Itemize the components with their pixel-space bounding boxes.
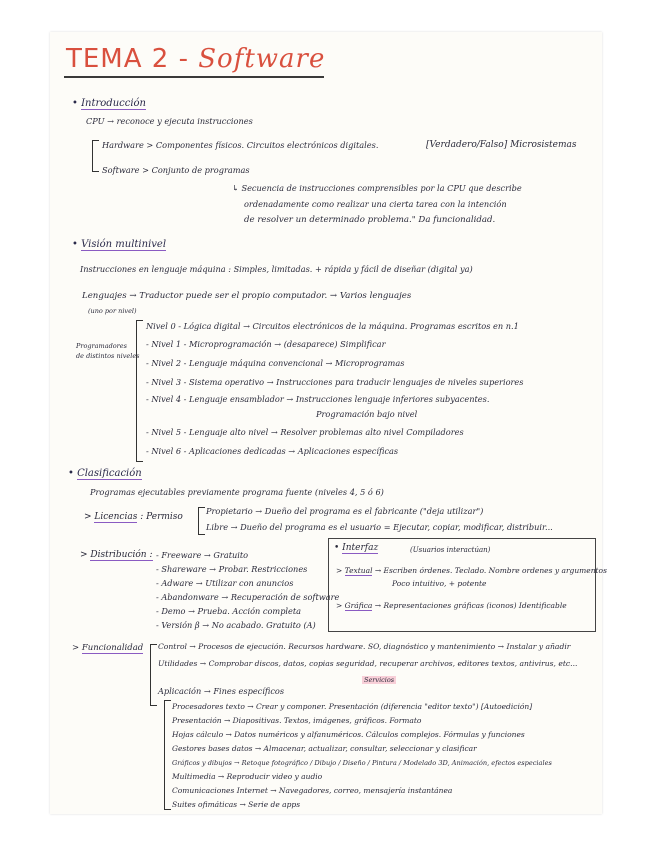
- aplic-comunicaciones: Comunicaciones Internet → Navegadores, correo, mensajería instantánea: [172, 786, 453, 795]
- aplic-multimedia: Multimedia → Reproducir video y audio: [172, 772, 323, 781]
- intro-definicion-3: de resolver un determinado problema." Da funcionalidad.: [244, 215, 496, 225]
- nivel-1: - Nivel 1 - Microprogramación → (desaparece) Simplificar: [146, 339, 386, 349]
- aplic-hojas-calculo: Hojas cálculo → Datos numéricos y alfanuméricos. Cálculos complejos. Fórmulas y funciones: [172, 730, 525, 739]
- aplic-gestores-bd: Gestores bases datos → Almacenar, actualizar, consultar, seleccionar y clasificar: [172, 744, 477, 753]
- dist-shareware: - Shareware → Probar. Restricciones: [156, 564, 308, 574]
- vision-lenguajes: Lenguajes → Traductor puede ser el propio computador. → Varios lenguajes: [82, 291, 412, 301]
- nivel-4-bajo: Programación bajo nivel: [316, 409, 418, 419]
- interfaz-note: (Usuarios interactúan): [410, 546, 491, 554]
- licencia-propietario: Propietario → Dueño del programa es el fabricante ("deja utilizar"): [206, 506, 484, 516]
- intro-verdad: [Verdadero/Falso] Microsistemas: [426, 140, 577, 150]
- dist-adware: - Adware → Utilizar con anuncios: [156, 578, 294, 588]
- nivel-2: - Nivel 2 - Lenguaje máquina convencional → Microprogramas: [146, 358, 405, 368]
- interfaz-textual-2: Poco intuitivo, + potente: [392, 579, 487, 588]
- clasif-programas: Programas ejecutables previamente programa fuente (niveles 4, 5 ó 6): [90, 487, 384, 497]
- dist-freeware: - Freeware → Gratuito: [156, 550, 249, 560]
- nivel-5: - Nivel 5 - Lenguaje alto nivel → Resolver problemas alto nivel Compiladores: [146, 427, 464, 437]
- aplic-suites: Suites ofimáticas → Serie de apps: [172, 800, 301, 809]
- vision-side-1: Programadores: [76, 342, 127, 350]
- title-underline: [64, 76, 324, 78]
- aplicacion-brace: [164, 700, 171, 810]
- intro-definicion-2: ordenadamente como realizar una cierta tarea con la intención: [244, 199, 507, 209]
- func-utilidades: Utilidades → Comprobar discos, datos, copias seguridad, recuperar archivos, editores textos, antivirus, etc...: [158, 659, 578, 668]
- vision-instrucciones: Instrucciones en lenguaje máquina : Simples, limitadas. + rápida y fácil de diseñar (digital ya): [80, 264, 473, 274]
- dist-version-beta: - Versión β → No acabado. Gratuito (A): [156, 620, 316, 630]
- intro-brace: [92, 140, 99, 172]
- interfaz-textual: > Textual → Escriben órdenes. Teclado. Nombre ordenes y argumentos: [336, 566, 607, 575]
- nivel-3: - Nivel 3 - Sistema operativo → Instrucciones para traducir lenguajes de niveles superiores: [146, 377, 524, 387]
- intro-definicion-1: ↳ Secuencia de instrucciones comprensibles por la CPU que describe: [232, 183, 522, 193]
- clasif-licencias: > Licencias : Permiso: [84, 512, 183, 522]
- page-title: TEMA 2 - Software: [66, 44, 326, 74]
- nivel-4: - Nivel 4 - Lenguaje ensamblador → Instrucciones lenguaje inferiores subyacentes.: [146, 394, 490, 404]
- clasif-distribucion: > Distribución :: [80, 550, 153, 560]
- dist-demo: - Demo → Prueba. Acción completa: [156, 606, 302, 616]
- intro-hardware: Hardware > Componentes físicos. Circuitos electrónicos digitales.: [102, 140, 379, 150]
- func-aplicacion: Aplicación → Fines específicos: [158, 686, 285, 696]
- vision-brace: [136, 320, 143, 462]
- intro-software: Software > Conjunto de programas: [102, 165, 250, 175]
- nivel-0: Nivel 0 - Lógica digital → Circuitos electrónicos de la máquina. Programas escritos en n.1: [146, 321, 519, 331]
- dist-abandonware: - Abandonware → Recuperación de software: [156, 592, 340, 602]
- section-clasificacion: • Clasificación: [68, 468, 142, 479]
- func-control: Control → Procesos de ejecución. Recursos hardware. SO, diagnóstico y mantenimiento → Instalar y añadir: [158, 642, 571, 651]
- vision-uno-por-nivel: (uno por nivel): [88, 307, 137, 315]
- licencias-brace: [198, 507, 205, 535]
- nivel-6: - Nivel 6 - Aplicaciones dedicadas → Aplicaciones específicas: [146, 446, 399, 456]
- interfaz-heading: • Interfaz: [334, 543, 379, 553]
- intro-cpu: CPU → reconoce y ejecuta instrucciones: [86, 116, 253, 126]
- aplic-graficos: Gráficos y dibujos → Retoque fotográfico / Dibujo / Diseño / Pintura / Modelado 3D, Animación, efectos especiales: [172, 759, 552, 767]
- section-introduccion: • Introducción: [72, 98, 146, 109]
- func-servicios: Servicios: [364, 676, 395, 684]
- vision-side-2: de distintos niveles: [76, 352, 140, 360]
- section-funcionalidad: > Funcionalidad: [72, 643, 144, 653]
- licencia-libre: Libre → Dueño del programa es el usuario = Ejecutar, copiar, modificar, distribuir...: [206, 522, 553, 532]
- aplic-procesadores: Procesadores texto → Crear y componer. Presentación (diferencia "editor texto") [Autoedición]: [172, 702, 533, 711]
- section-vision-multinivel: • Visión multinivel: [72, 239, 167, 250]
- interfaz-grafica: > Gráfica → Representaciones gráficas (iconos) Identificable: [336, 601, 567, 610]
- funcionalidad-brace: [150, 644, 157, 706]
- aplic-presentacion: Presentación → Diapositivas. Textos, imágenes, gráficos. Formato: [172, 716, 422, 725]
